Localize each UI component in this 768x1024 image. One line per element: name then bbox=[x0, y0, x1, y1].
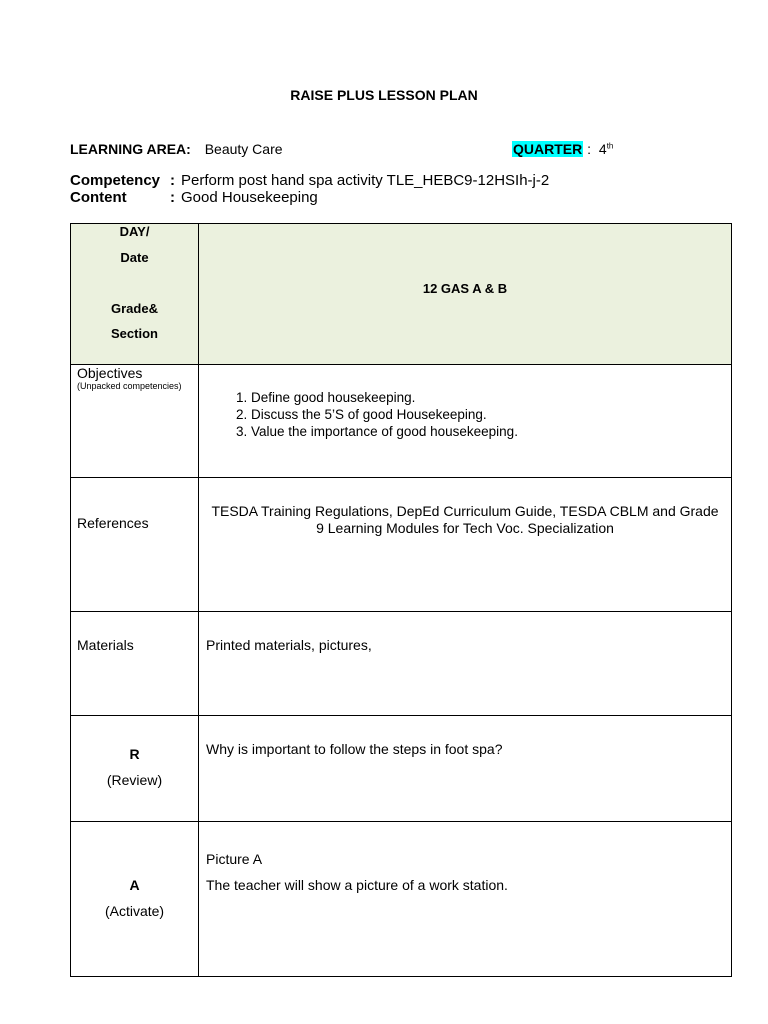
activate-content-cell bbox=[199, 822, 732, 977]
objectives-content-cell bbox=[199, 365, 732, 478]
materials-label: Materials bbox=[71, 612, 199, 716]
content-value: Good Housekeeping bbox=[181, 189, 318, 206]
content-label: Content bbox=[70, 189, 127, 206]
header-date-label: Date bbox=[120, 250, 149, 265]
header-section-label: Section bbox=[111, 326, 158, 341]
activate-label-cell bbox=[71, 822, 199, 977]
review-letter: R bbox=[129, 746, 140, 762]
objectives-label-cell bbox=[71, 365, 199, 478]
competency-colon: : bbox=[170, 172, 175, 189]
header-grade-section-value: 12 GAS A & B bbox=[199, 224, 732, 365]
objectives-sublabel: (Unpacked competencies) bbox=[77, 381, 182, 391]
activate-label: (Activate) bbox=[104, 903, 165, 919]
objective-item: 2. Discuss the 5’S of good Housekeeping. bbox=[251, 406, 731, 423]
review-value: Why is important to follow the steps in foot spa? bbox=[199, 716, 732, 822]
competency-value: Perform post hand spa activity TLE_HEBC9-12HSIh-j-2 bbox=[181, 172, 550, 189]
references-row bbox=[71, 478, 732, 612]
objectives-row bbox=[71, 365, 732, 478]
activate-picture-label: Picture A bbox=[206, 851, 263, 867]
quarter-label: QUARTER bbox=[513, 141, 583, 157]
review-label-cell bbox=[71, 716, 199, 822]
review-label: (Review) bbox=[106, 772, 163, 788]
learning-area-label: LEARNING AREA: bbox=[70, 141, 191, 157]
learning-area-value: Beauty Care bbox=[204, 141, 283, 157]
header-row bbox=[71, 224, 732, 365]
activate-row bbox=[71, 822, 732, 977]
objectives-label: Objectives bbox=[77, 365, 143, 381]
materials-value: Printed materials, pictures, bbox=[199, 612, 732, 716]
header-grade-label: Grade& bbox=[111, 301, 158, 316]
quarter-row bbox=[512, 141, 613, 157]
header-left-cell bbox=[71, 224, 199, 365]
objective-item: 3. Value the importance of good housekeeping. bbox=[251, 423, 731, 440]
document-title: RAISE PLUS LESSON PLAN bbox=[290, 87, 478, 103]
learning-area-row bbox=[70, 141, 283, 157]
references-label: References bbox=[71, 478, 199, 612]
activate-description: The teacher will show a picture of a work station. bbox=[206, 877, 508, 893]
competency-label: Competency bbox=[70, 172, 161, 189]
quarter-value: 4 bbox=[598, 141, 607, 157]
objective-item: 1. Define good housekeeping. bbox=[251, 389, 731, 406]
quarter-separator: : bbox=[587, 141, 592, 157]
quarter-suffix: th bbox=[606, 141, 614, 151]
materials-row bbox=[71, 612, 732, 716]
references-value: TESDA Training Regulations, DepEd Curriculum Guide, TESDA CBLM and Grade 9 Learning Modules for Tech Voc. Specialization bbox=[199, 478, 732, 612]
activate-letter: A bbox=[129, 877, 140, 893]
competency-row bbox=[70, 172, 549, 189]
content-row bbox=[70, 189, 318, 206]
lesson-plan-table bbox=[70, 223, 732, 977]
objectives-list bbox=[199, 389, 731, 440]
content-colon: : bbox=[170, 189, 175, 206]
review-row bbox=[71, 716, 732, 822]
header-day-label: DAY/ bbox=[119, 224, 150, 239]
